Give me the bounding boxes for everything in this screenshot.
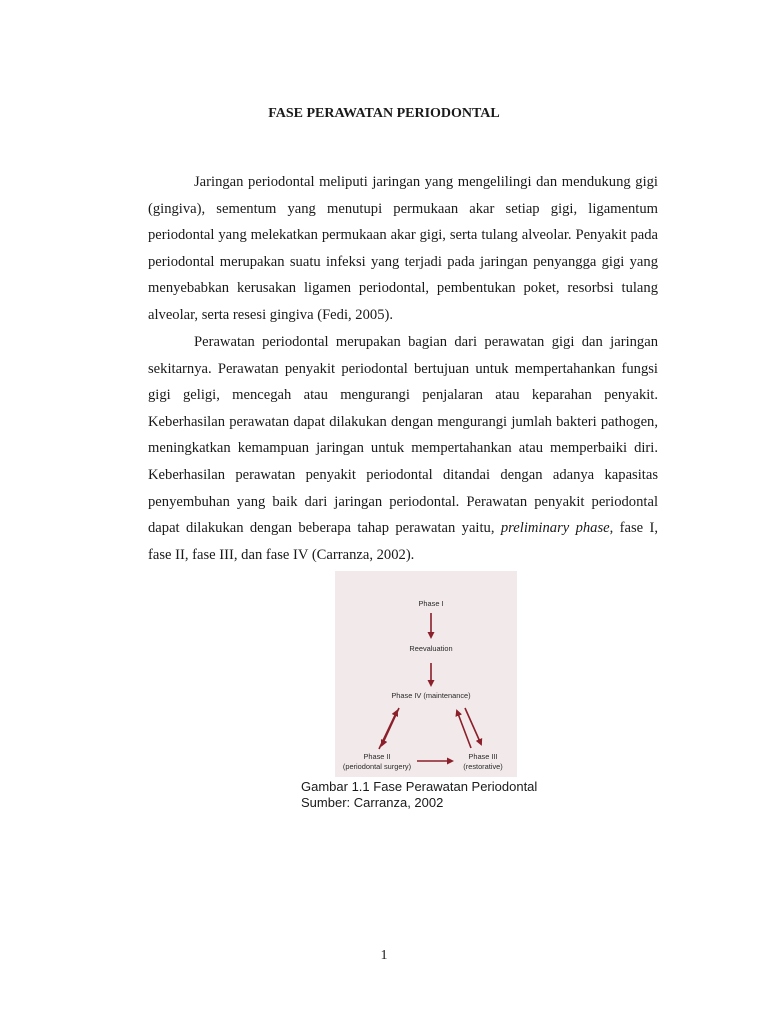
node-phase-2-subtitle: (periodontal surgery) bbox=[342, 762, 412, 771]
figure-caption-source: Sumber: Carranza, 2002 bbox=[301, 795, 444, 810]
phase-diagram bbox=[335, 571, 517, 777]
paragraph-2-text-end: , fase I, fase II, fase III, dan fase IV (Carranza, 2002). bbox=[148, 520, 659, 563]
figure-caption-title: Gambar 1.1 Fase Perawatan Periodontal bbox=[301, 779, 538, 794]
paragraph-2 bbox=[148, 329, 658, 568]
node-phase-3: Phase III bbox=[468, 752, 498, 761]
node-phase-1: Phase I bbox=[418, 599, 444, 608]
paragraph-2-italic-term: preliminary phase bbox=[500, 520, 610, 537]
paragraph-2-text: Perawatan periodontal merupakan bagian dari perawatan gigi dan jaringan sekitarnya. Perawatan penyakit periodontal bertujuan untuk mempertahankan fungsi gigi geligi, mencegah atau mengurangi penjalaran atau keparahan penyakit. Keberhasilan perawatan dapat dilakukan dengan mengurangi jumlah bakteri pathogen, meningkatkan kemampuan jaringan untuk mempertahankan atau memperbaiki diri. Keberhasilan perawatan penyakit periodontal ditandai dengan adanya kapasitas penyembuhan yang baik dari jaringan periodontal. Perawatan penyakit periodontal dapat dilakukan dengan beberapa tahap perawatan yaitu, bbox=[148, 334, 658, 537]
figure-caption bbox=[301, 779, 537, 811]
node-phase-2: Phase II bbox=[363, 752, 391, 761]
node-phase-3-subtitle: (restorative) bbox=[463, 762, 503, 771]
phase-diagram-figure bbox=[335, 571, 517, 777]
page-title: FASE PERAWATAN PERIODONTAL bbox=[268, 106, 500, 121]
paragraph-1: Jaringan periodontal meliputi jaringan yang mengelilingi dan mendukung gigi (gingiva), sementum yang menutupi permukaan akar setiap gigi, ligamentum periodontal yang melekatkan permukaan akar gigi, serta tulang alveolar. Penyakit pada periodontal merupakan suatu infeksi yang terjadi pada jaringan penyangga gigi yang menyebabkan kerusakan ligamen periodontal, pembentukan poket, resorbsi tulang alveolar, serta resesi gingiva (Fedi, 2005). bbox=[148, 174, 658, 323]
node-reevaluation: Reevaluation bbox=[409, 644, 453, 653]
page-number: 1 bbox=[380, 948, 388, 963]
node-phase-4: Phase IV (maintenance) bbox=[391, 691, 471, 700]
arrow-phase2-to-phase4 bbox=[379, 711, 397, 749]
